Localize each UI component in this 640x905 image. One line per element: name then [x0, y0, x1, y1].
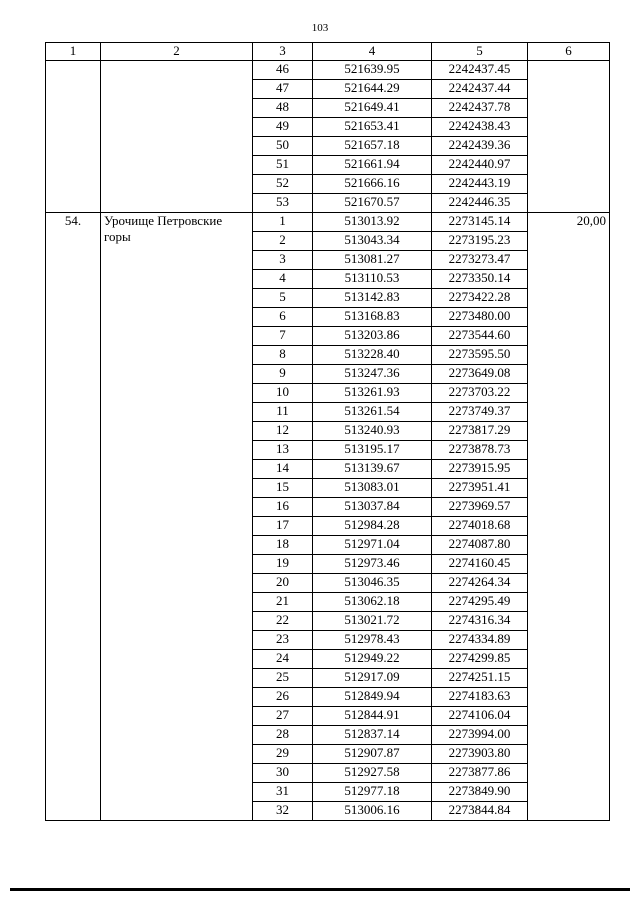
coordinate-x: 513083.01 — [313, 479, 432, 498]
coordinate-x: 513006.16 — [313, 802, 432, 821]
coordinate-x: 512977.18 — [313, 783, 432, 802]
point-number: 3 — [253, 251, 313, 270]
point-number: 23 — [253, 631, 313, 650]
coordinate-y: 2274264.34 — [432, 574, 528, 593]
coordinate-y: 2273649.08 — [432, 365, 528, 384]
object-name: Урочище Петровские горы — [101, 213, 253, 821]
point-number: 8 — [253, 346, 313, 365]
coordinate-x: 513195.17 — [313, 441, 432, 460]
coordinate-y: 2274334.89 — [432, 631, 528, 650]
coordinate-y: 2273145.14 — [432, 213, 528, 232]
point-number: 29 — [253, 745, 313, 764]
coordinate-y: 2274160.45 — [432, 555, 528, 574]
coordinate-x: 512978.43 — [313, 631, 432, 650]
coordinate-x: 513261.54 — [313, 403, 432, 422]
point-number: 6 — [253, 308, 313, 327]
coordinate-x: 513247.36 — [313, 365, 432, 384]
coordinate-y: 2273849.90 — [432, 783, 528, 802]
coordinate-x: 513228.40 — [313, 346, 432, 365]
coordinate-x: 513013.92 — [313, 213, 432, 232]
point-number: 51 — [253, 156, 313, 175]
coordinate-y: 2274018.68 — [432, 517, 528, 536]
coordinate-x: 513139.67 — [313, 460, 432, 479]
coordinate-y: 2273994.00 — [432, 726, 528, 745]
coordinate-y: 2242437.78 — [432, 99, 528, 118]
coordinate-y: 2273422.28 — [432, 289, 528, 308]
coordinate-x: 513046.35 — [313, 574, 432, 593]
coordinate-y: 2274183.63 — [432, 688, 528, 707]
point-number: 1 — [253, 213, 313, 232]
coordinate-x: 512849.94 — [313, 688, 432, 707]
coordinate-x: 513261.93 — [313, 384, 432, 403]
object-area: 20,00 — [528, 213, 610, 821]
point-number: 27 — [253, 707, 313, 726]
coordinate-y: 2273273.47 — [432, 251, 528, 270]
point-number: 48 — [253, 99, 313, 118]
coordinate-y: 2273544.60 — [432, 327, 528, 346]
point-number: 18 — [253, 536, 313, 555]
point-number: 46 — [253, 61, 313, 80]
coordinate-x: 513168.83 — [313, 308, 432, 327]
coordinate-y: 2242446.35 — [432, 194, 528, 213]
point-number: 4 — [253, 270, 313, 289]
coordinate-y: 2274295.49 — [432, 593, 528, 612]
point-number: 50 — [253, 137, 313, 156]
point-number: 47 — [253, 80, 313, 99]
coordinate-y: 2273350.14 — [432, 270, 528, 289]
coordinate-y: 2274087.80 — [432, 536, 528, 555]
coordinate-x: 521649.41 — [313, 99, 432, 118]
point-number: 12 — [253, 422, 313, 441]
table-row — [46, 213, 610, 232]
point-number: 17 — [253, 517, 313, 536]
coordinate-y: 2273915.95 — [432, 460, 528, 479]
coordinate-y: 2273969.57 — [432, 498, 528, 517]
point-number: 20 — [253, 574, 313, 593]
coordinate-x: 521644.29 — [313, 80, 432, 99]
bottom-rule — [10, 888, 630, 891]
coordinate-x: 521661.94 — [313, 156, 432, 175]
point-number: 21 — [253, 593, 313, 612]
coordinate-x: 512984.28 — [313, 517, 432, 536]
coordinate-y: 2273703.22 — [432, 384, 528, 403]
coordinate-x: 521666.16 — [313, 175, 432, 194]
header-col-3: 3 — [253, 43, 313, 61]
coordinate-x: 513240.93 — [313, 422, 432, 441]
coordinate-x: 513081.27 — [313, 251, 432, 270]
coordinate-y: 2242437.45 — [432, 61, 528, 80]
point-number: 19 — [253, 555, 313, 574]
coordinate-y: 2242437.44 — [432, 80, 528, 99]
coordinate-y: 2273817.29 — [432, 422, 528, 441]
point-number: 11 — [253, 403, 313, 422]
coordinates-table — [45, 42, 610, 821]
coordinate-y: 2273195.23 — [432, 232, 528, 251]
coordinate-x: 512949.22 — [313, 650, 432, 669]
point-number: 2 — [253, 232, 313, 251]
object-name — [101, 61, 253, 213]
point-number: 16 — [253, 498, 313, 517]
point-number: 7 — [253, 327, 313, 346]
coordinate-x: 512837.14 — [313, 726, 432, 745]
point-number: 22 — [253, 612, 313, 631]
point-number: 32 — [253, 802, 313, 821]
coordinate-x: 512844.91 — [313, 707, 432, 726]
coordinate-x: 521639.95 — [313, 61, 432, 80]
coordinate-y: 2273877.86 — [432, 764, 528, 783]
coordinate-x: 513037.84 — [313, 498, 432, 517]
point-number: 14 — [253, 460, 313, 479]
point-number: 49 — [253, 118, 313, 137]
point-number: 5 — [253, 289, 313, 308]
header-col-2: 2 — [101, 43, 253, 61]
object-area — [528, 61, 610, 213]
point-number: 13 — [253, 441, 313, 460]
coordinate-y: 2242440.97 — [432, 156, 528, 175]
coordinate-y: 2273749.37 — [432, 403, 528, 422]
coordinate-y: 2242438.43 — [432, 118, 528, 137]
page-number: 103 — [311, 22, 329, 34]
point-number: 52 — [253, 175, 313, 194]
coordinate-x: 521670.57 — [313, 194, 432, 213]
coordinate-y: 2274106.04 — [432, 707, 528, 726]
coordinate-x: 513203.86 — [313, 327, 432, 346]
object-number: 54. — [46, 213, 101, 821]
coordinate-y: 2274316.34 — [432, 612, 528, 631]
header-col-6: 6 — [528, 43, 610, 61]
point-number: 31 — [253, 783, 313, 802]
coordinate-x: 512917.09 — [313, 669, 432, 688]
coordinate-x: 513142.83 — [313, 289, 432, 308]
coordinate-x: 513021.72 — [313, 612, 432, 631]
coordinate-y: 2273480.00 — [432, 308, 528, 327]
table-body — [46, 43, 610, 821]
coordinate-y: 2273951.41 — [432, 479, 528, 498]
coordinate-x: 521653.41 — [313, 118, 432, 137]
point-number: 9 — [253, 365, 313, 384]
coordinate-x: 512927.58 — [313, 764, 432, 783]
point-number: 30 — [253, 764, 313, 783]
point-number: 10 — [253, 384, 313, 403]
point-number: 53 — [253, 194, 313, 213]
coordinate-x: 513062.18 — [313, 593, 432, 612]
point-number: 25 — [253, 669, 313, 688]
coordinate-y: 2242443.19 — [432, 175, 528, 194]
header-col-4: 4 — [313, 43, 432, 61]
coordinate-x: 512971.04 — [313, 536, 432, 555]
point-number: 15 — [253, 479, 313, 498]
coordinate-y: 2273903.80 — [432, 745, 528, 764]
coordinate-y: 2274299.85 — [432, 650, 528, 669]
coordinate-y: 2242439.36 — [432, 137, 528, 156]
point-number: 28 — [253, 726, 313, 745]
point-number: 26 — [253, 688, 313, 707]
table-row — [46, 61, 610, 80]
point-number: 24 — [253, 650, 313, 669]
coordinate-y: 2274251.15 — [432, 669, 528, 688]
coordinate-y: 2273878.73 — [432, 441, 528, 460]
coordinate-x: 513043.34 — [313, 232, 432, 251]
coordinate-x: 513110.53 — [313, 270, 432, 289]
header-row — [46, 43, 610, 61]
coordinate-y: 2273844.84 — [432, 802, 528, 821]
object-number — [46, 61, 101, 213]
header-col-5: 5 — [432, 43, 528, 61]
coordinate-x: 512907.87 — [313, 745, 432, 764]
coordinate-x: 512973.46 — [313, 555, 432, 574]
header-col-1: 1 — [46, 43, 101, 61]
coordinate-y: 2273595.50 — [432, 346, 528, 365]
coordinate-x: 521657.18 — [313, 137, 432, 156]
